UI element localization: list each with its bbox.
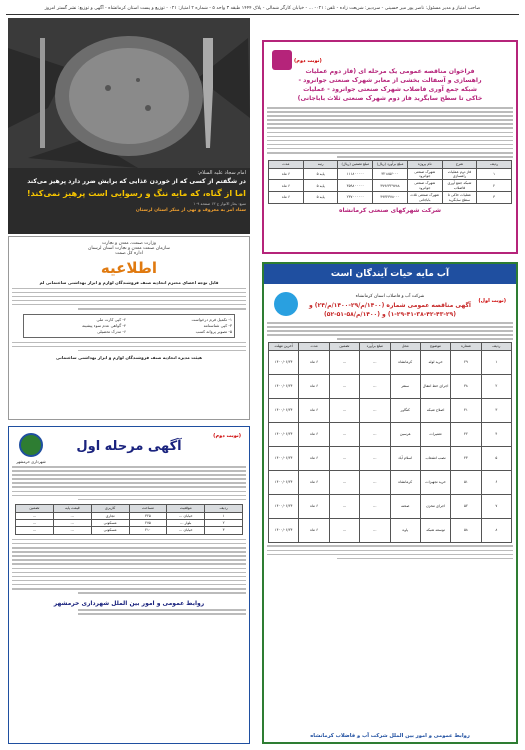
tender-footer: شرکت شهرکهای صنعتی کرمانشاه	[338, 207, 442, 215]
announcement-intro: قابل توجه اعضای محترم اتحادیه صنف فروشندگان لوازم و ابزار بهداشتی ساختمانی لم	[39, 280, 219, 285]
water-ad	[262, 262, 518, 744]
table-row: ۲ ۳۸ اجرای خط انتقال سنقر ... ... ۶ ماه ۱۴۰۰/۰۶/۲۴	[269, 374, 512, 398]
announcement-footer: هیئت مدیره اتحادیه صنف فروشندگان لوازم و ابزار بهداشتی ساختمانی	[56, 355, 202, 361]
auction-table: ردیف موقعیت مساحت کاربری قیمت پایه تضمین ۱ خیابان ... ۳۲۵ تجاری ... ... ۲ بلوار ... ۲۷۵ مسکونی ... ... ۳ خیابان ... ۲۱۰ مسکونی ... ...	[15, 504, 243, 535]
water-table: ردیف شماره موضوع محل مبلغ برآورد تضمین مدت آخرین مهلت ۱ ۲۹ خرید لوله کرمانشاه ... ... ۶ ماه ۱۴۰۰/۰۶/۲۴ ۲ ۳۸ اجرای خط انتقال سنقر ... ... ۶ ماه ۱۴۰۰/۰۶/۲۴ ۳ ۴۱ اصلاح شبکه کنگاور ... ... ۶ ماه ۱۴۰۰/۰۶/۲۴ ۴ ۴۲ تعمیرات هرسین ... ... ۶ ماه ۱۴۰۰/۰۶/۲۴ ۵ ۴۳ نصب انشعاب اسلام آباد ... ... ۶ ماه ۱۴۰۰/۰۶/۲۴ ۶ ۵۱ خرید تجهیزات کرمانشاه ... ... ۶ ماه ۱۴۰۰/۰۶/۲۴ ۷ ۵۲ اجرای مخزن صحنه ... ... ۶ ماه ۱۴۰۰/۰۶/۲۴ ۸ ۵۸ توسعه شبکه پاوه ... ... ۶ ماه ۱۴۰۰/۰۶/۲۴	[268, 342, 512, 542]
water-round-badge: (نوبت اول)	[478, 298, 506, 304]
table-row: ۳ عملیات خاکی تا سطح سابگرید شهرک صنعتی ثلاث باباجانی ۴۹۳۲۳۷۸۰۰۰ ۲۳۷۰۰۰۰۰۰ پایه ۵ ۶ ماه	[269, 192, 512, 204]
auction-conditions	[9, 539, 249, 594]
table-row: ۲ شبکه جمع آوری فاضلاب شهرک صنعتی جوانرود ۳۷۹۶۳۲۹۷۸۸ ۳۵۹۸۰۰۰۰۰ پایه ۵ ۶ ماه	[269, 180, 512, 192]
auction-title: آگهی مرحله اول	[76, 439, 182, 454]
auction-contact	[9, 609, 249, 615]
table-row: ۲ بلوار ... ۲۷۵ مسکونی ... ...	[16, 520, 243, 527]
announcement-body-2	[9, 342, 249, 352]
water-title-1: آگهی مناقصه عمومی شماره (۱۴۰۰/م/۲۹-۱۴۰۰/م/۲۴) و	[308, 302, 471, 309]
table-row: ۳ خیابان ... ۲۱۰ مسکونی ... ...	[16, 527, 243, 534]
table-row: ۱ ۲۹ خرید لوله کرمانشاه ... ... ۶ ماه ۱۴۰۰/۰۶/۲۴	[269, 350, 512, 374]
table-row: ۶ ۵۱ خرید تجهیزات کرمانشاه ... ... ۶ ماه ۱۴۰۰/۰۶/۲۴	[269, 470, 512, 494]
quote-source: منبع: بحار الانوار ج ۱۳ صفحه ۱۰۹	[193, 201, 246, 206]
ministry-lines: وزارت صنعت، معدن و تجارت سازمان صنعت معدن و تجارت استان لرستان اداره کل صمت	[88, 241, 170, 256]
quote-author: امام سجاد علیه السلام:	[197, 170, 246, 176]
table-row: ۷ ۵۲ اجرای مخزن صحنه ... ... ۶ ماه ۱۴۰۰/۰۶/۲۴	[269, 494, 512, 518]
announcement-body	[9, 288, 249, 310]
quote-line-1: در شگفتم از کسی که از خوردن غذایی که برایش ضرر دارد پرهیز می‌کند	[27, 178, 246, 185]
industrial-logo	[272, 50, 292, 70]
quote-block	[12, 170, 246, 232]
municipality-name: شهرداری خرمشهر	[16, 459, 46, 464]
table-row: ۱ فاز دوم عملیات راهسازی شهرک صنعتی جوانرود ۳۲۱۸۵۶۰۰۰ ۱۱۱۸۰۰۰۰۰ پایه ۵ ۶ ماه	[269, 168, 512, 180]
tender-ad	[262, 40, 518, 254]
plate-illustration	[8, 18, 250, 168]
tender-body	[264, 107, 516, 158]
announcement-title: اطلاعیه	[100, 259, 158, 277]
water-footer: روابط عمومی و امور بین الملل شرکت آب و فاضلاب کرمانشاه	[310, 733, 470, 739]
municipality-logo	[19, 433, 43, 457]
quote-line-2: اما از گناه، که مایه ننگ و رسوایی است پرهیز نمی‌کند!	[26, 188, 246, 198]
tender-round-badge: (نوبت دوم)	[294, 58, 322, 64]
water-body	[264, 322, 516, 340]
quote-credit: ستاد امر به معروف و نهی از منکر استان لرستان	[135, 208, 246, 213]
water-conditions	[264, 545, 516, 559]
auction-round-badge: (نوبت دوم)	[213, 433, 241, 439]
announcement-box	[8, 236, 250, 420]
water-banner: آب مایه حیات آیندگان است	[264, 264, 516, 284]
tender-table: ردیف شرح نام پروژه مبلغ برآورد (ریال) مبلغ تضمین (ریال) رتبه مدت ۱ فاز دوم عملیات راهسازی شهرک صنعتی جوانرود ۳۲۱۸۵۶۰۰۰ ۱۱۱۸۰۰۰۰۰ پایه ۵ ۶ ماه ۲ شبکه جمع آوری فاضلاب شهرک صنعتی جوانرود ۳۷۹۶۳۲۹۷۸۸ ۳۵۹۸۰۰۰۰۰ پایه ۵ ۶ ماه ۳ عملیات خاکی تا سطح سابگرید شهرک صنعتی ثلاث باباجانی ۴۹۳۲۳۷۸۰۰۰ ۲۳۷۰۰۰۰۰۰ پایه ۵ ۶ ماه	[268, 160, 512, 204]
document-list: ۱- تکمیل فرم درخواست ۲- کپی کارت ملی ۳- کپی شناسنامه ۴- گواهی عدم سوء پیشینه ۵- تصویر پروانه کسب ۶- مدرک تحصیلی	[23, 314, 235, 338]
table-row: ۳ ۴۱ اصلاح شبکه کنگاور ... ... ۶ ماه ۱۴۰۰/۰۶/۲۴	[269, 398, 512, 422]
auction-ad	[8, 426, 250, 744]
table-row: ۱ خیابان ... ۳۲۵ تجاری ... ...	[16, 512, 243, 519]
tender-title: فراخوان مناقصه عمومی یک مرحله ای (فاز دوم عملیات راهسازی و آسفالت بخشی از معابر شهرک صنعتی جوانرود - شبکه جمع آوری فاضلاب شهرک صنعتی جوانرود - عملیات خاکی تا سطح سابگرید فاز دوم شهرک صنعتی ثلاث باباجانی)	[297, 68, 483, 102]
water-logo	[274, 292, 298, 316]
page-header: صاحب امتیاز و مدیر مسئول: ناصر پور میر حسینی - سردبیر: شریعت زاده - تلفن: ۰۲۱- ... - خیابان کارگر شمالی - پلاک ۱۴۴۴ طبقه ۳ واحد ۵ - شماره ۲ امتیاز: ۰۲۱ - توزیع و پست استان کرمانشاه - آگهی و توزیع: نشر گستر امروز	[6, 3, 519, 15]
auction-footer: روابط عمومی و امور بین الملل شهرداری خرمشهر	[53, 599, 205, 607]
auction-intro	[9, 466, 249, 500]
water-title-2: (۱-۲۹-۴۱-۳۸-۴۲-۴۳-۲۹) و (۱۴۰۰/م/۵۸-۵۱-۵۲)	[324, 311, 456, 318]
poster	[8, 18, 250, 234]
table-row: ۵ ۴۳ نصب انشعاب اسلام آباد ... ... ۶ ماه ۱۴۰۰/۰۶/۲۴	[269, 446, 512, 470]
table-row: ۴ ۴۲ تعمیرات هرسین ... ... ۶ ماه ۱۴۰۰/۰۶/۲۴	[269, 422, 512, 446]
water-company: شرکت آب و فاضلاب استان کرمانشاه	[355, 294, 425, 299]
table-row: ۸ ۵۸ توسعه شبکه پاوه ... ... ۶ ماه ۱۴۰۰/۰۶/۲۴	[269, 518, 512, 542]
